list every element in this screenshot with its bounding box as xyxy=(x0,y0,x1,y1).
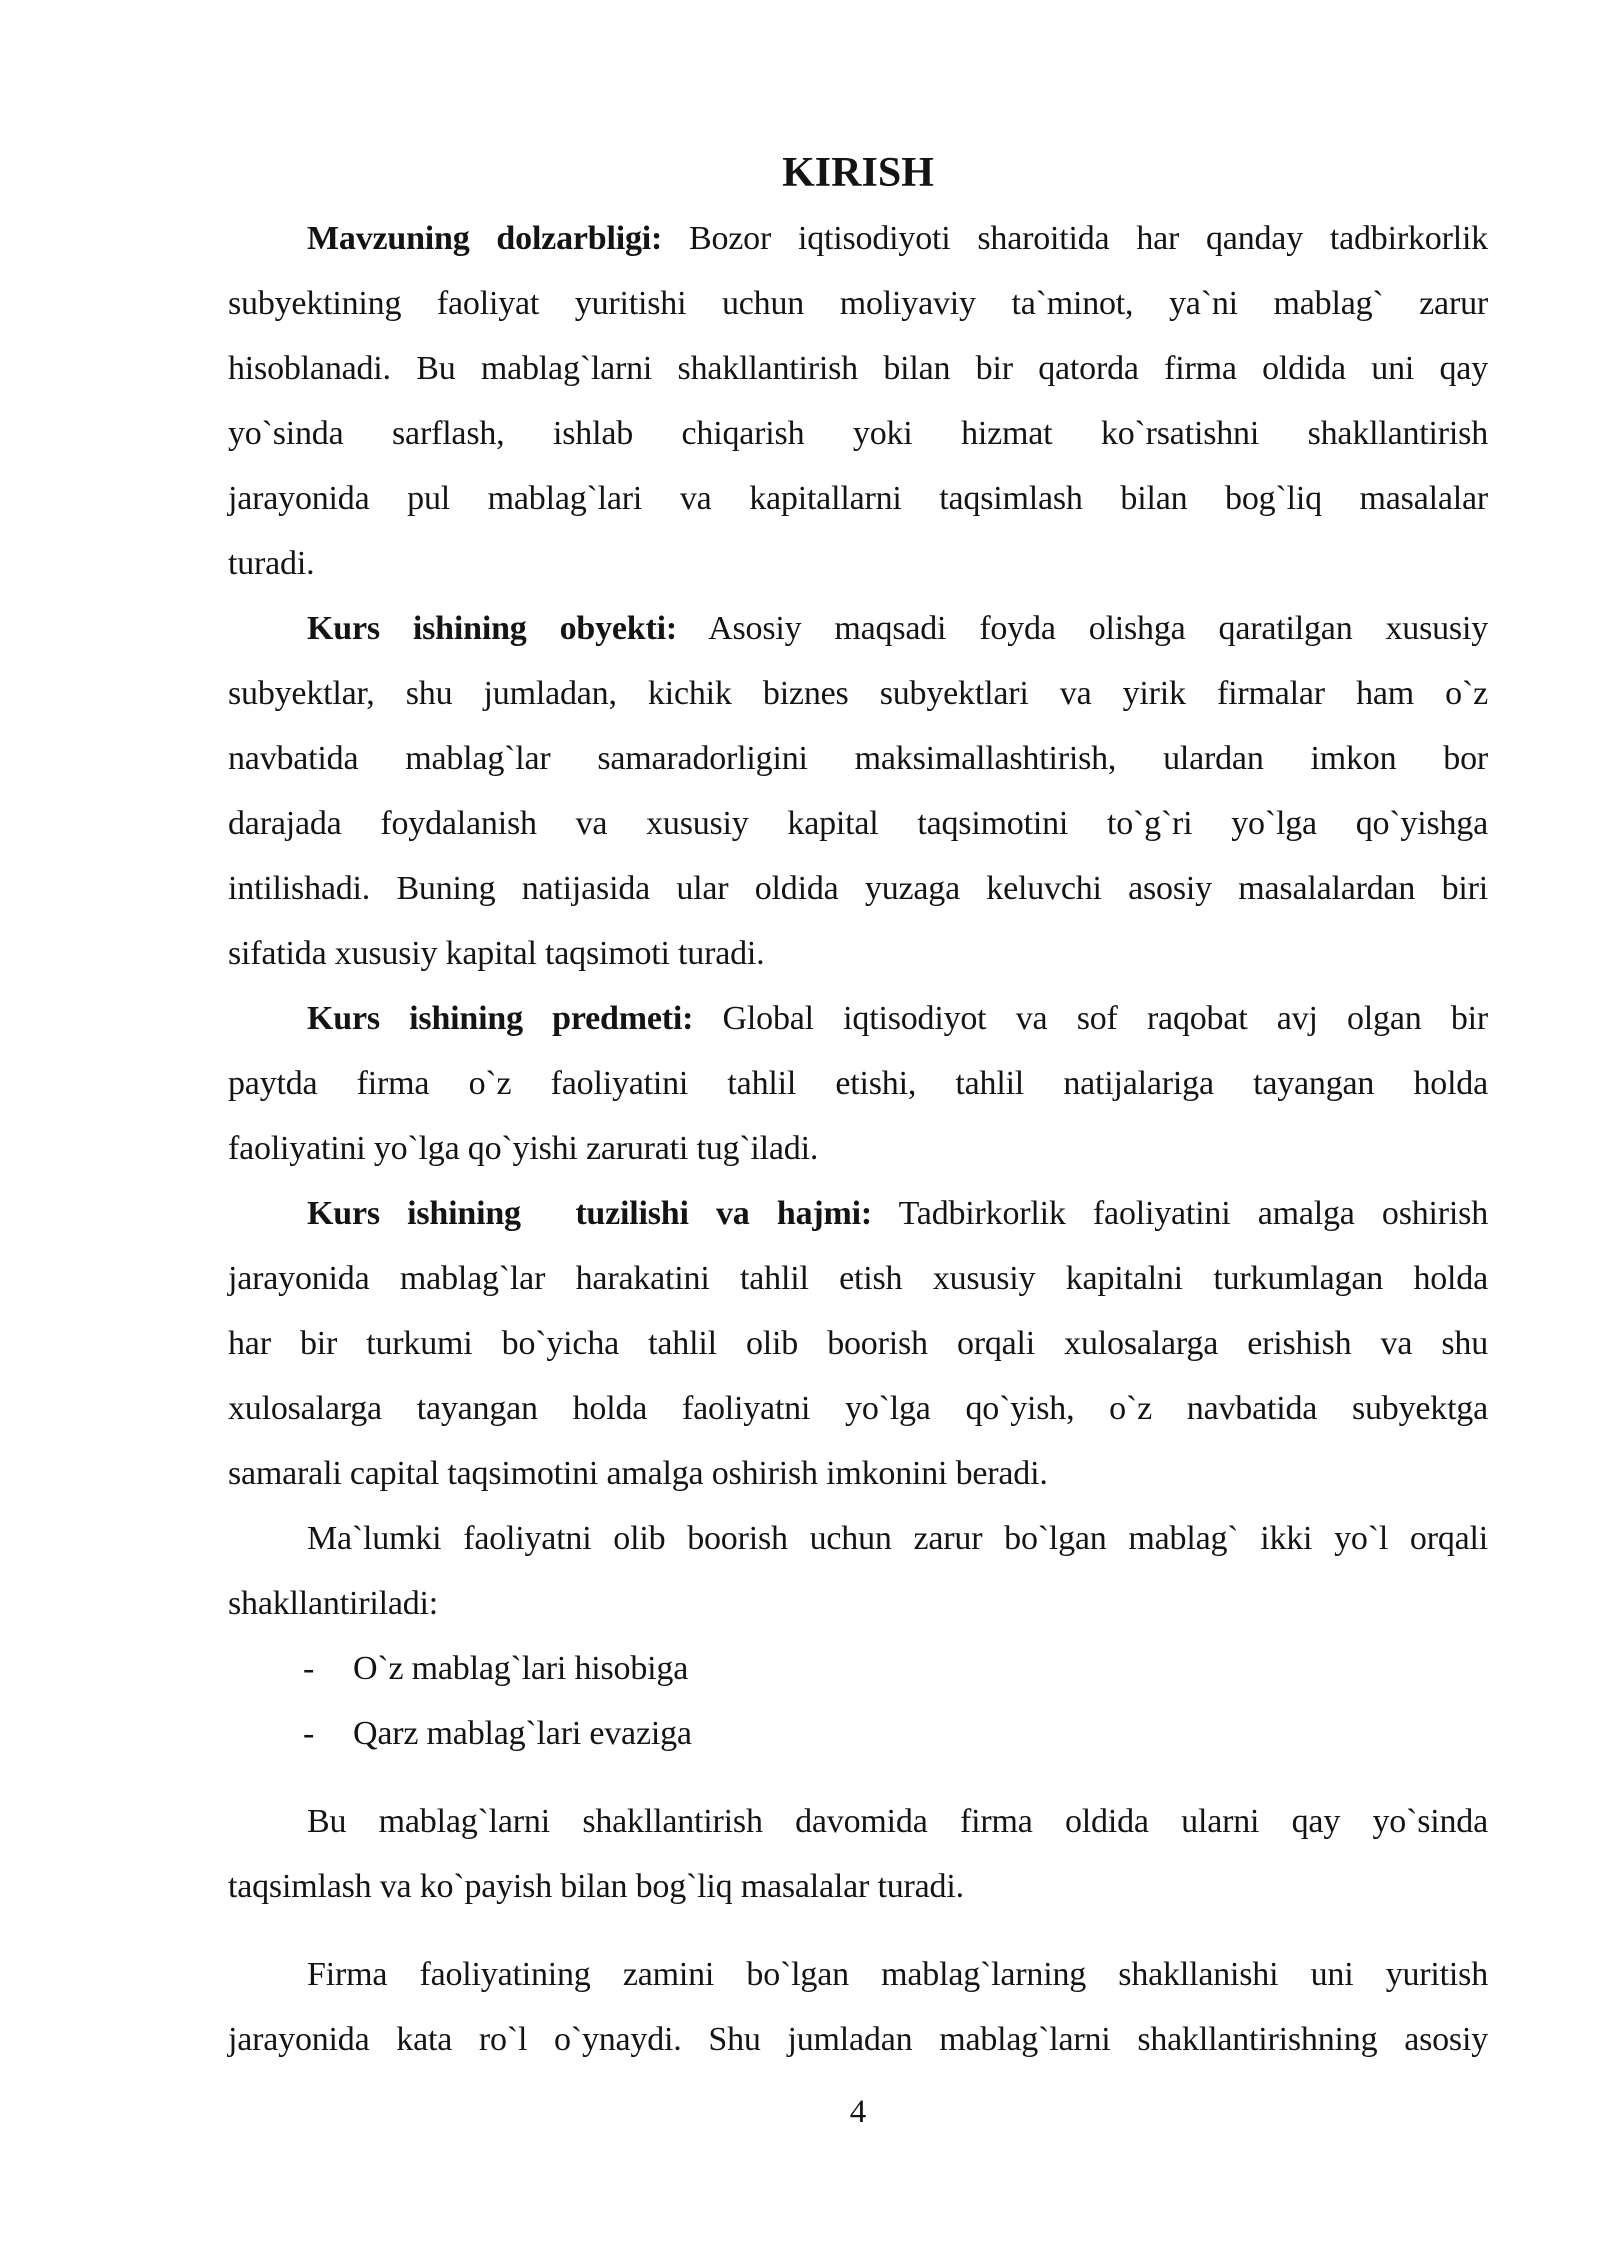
paragraph xyxy=(228,596,1488,986)
page-body xyxy=(228,206,1488,2072)
paragraph-line: sifatida xususiy kapital taqsimoti turadi. xyxy=(228,935,765,972)
paragraph-line: turadi. xyxy=(228,545,315,582)
paragraph-line: subyektlar, shu jumladan, kichik biznes subyektlari va yirik firmalar ham o`z xyxy=(228,675,1488,712)
paragraph-line: shakllantiriladi: xyxy=(228,1585,438,1622)
page-title: KIRISH xyxy=(782,150,934,196)
paragraph-line: intilishadi. Buning natijasida ular oldida yuzaga keluvchi asosiy masalalardan biri xyxy=(228,870,1488,907)
list-item xyxy=(228,1701,1488,1766)
paragraph-line: subyektining faoliyat yuritishi uchun moliyaviy ta`minot, ya`ni mablag` zarur xyxy=(228,285,1488,322)
paragraph-line: Bu mablag`larni shakllantirish davomida firma oldida ularni qay yo`sinda xyxy=(307,1803,1488,1840)
paragraph-line: har bir turkumi bo`yicha tahlil olib boorish orqali xulosalarga erishish va shu xyxy=(228,1325,1488,1362)
paragraph-line: jarayonida pul mablag`lari va kapitallarni taqsimlash bilan bog`liq masalalar xyxy=(228,480,1488,517)
list-item-text: Qarz mablag`lari evaziga xyxy=(353,1715,692,1752)
paragraph-line: faoliyatini yo`lga qo`yishi zarurati tug`iladi. xyxy=(228,1130,819,1167)
paragraph xyxy=(228,1506,1488,1636)
list-item-text: O`z mablag`lari hisobiga xyxy=(353,1650,689,1687)
paragraph xyxy=(228,206,1488,596)
paragraph-line: yo`sinda sarflash, ishlab chiqarish yoki hizmat ko`rsatishni shakllantirish xyxy=(228,415,1488,452)
list-item-marker: - xyxy=(303,1650,315,1687)
paragraph xyxy=(228,1181,1488,1506)
paragraph-line: xulosalarga tayangan holda faoliyatni yo`lga qo`yish, o`z navbatida subyektga xyxy=(228,1390,1488,1427)
paragraph-line: jarayonida kata ro`l o`ynaydi. Shu jumladan mablag`larni shakllantirishning asosiy xyxy=(228,2021,1488,2058)
paragraph-line: Firma faoliyatining zamini bo`lgan mablag`larning shakllanishi uni yuritish xyxy=(307,1956,1488,1993)
paragraph-line: taqsimlash va ko`payish bilan bog`liq masalalar turadi. xyxy=(228,1868,964,1905)
list-item-marker: - xyxy=(303,1715,315,1752)
paragraph-label: Kurs ishining predmeti: xyxy=(307,1000,694,1037)
paragraph-line: Mavzuning dolzarbligi: Bozor iqtisodiyoti sharoitida har qanday tadbirkorlik xyxy=(307,220,1488,257)
paragraph-line: samarali capital taqsimotini amalga oshirish imkonini beradi. xyxy=(228,1455,1048,1492)
list-item xyxy=(228,1636,1488,1701)
paragraph xyxy=(228,1942,1488,2072)
paragraph-line: Kurs ishining obyekti: Asosiy maqsadi foyda olishga qaratilgan xususiy xyxy=(307,610,1489,647)
paragraph xyxy=(228,1789,1488,1919)
paragraph-label: Kurs ishining obyekti: xyxy=(307,610,677,647)
paragraph-line: navbatida mablag`lar samaradorligini maksimallashtirish, ulardan imkon bor xyxy=(228,740,1488,777)
paragraph-line: paytda firma o`z faoliyatini tahlil etishi, tahlil natijalariga tayangan holda xyxy=(228,1065,1488,1102)
paragraph xyxy=(228,986,1488,1181)
paragraph-label: Kurs ishining tuzilishi va hajmi: xyxy=(307,1195,872,1232)
page-number: 4 xyxy=(849,2094,867,2130)
paragraph-line: hisoblanadi. Bu mablag`larni shakllantirish bilan bir qatorda firma oldida uni qay xyxy=(228,350,1488,387)
paragraph-line: Kurs ishining predmeti: Global iqtisodiyot va sof raqobat avj olgan bir xyxy=(307,1000,1489,1037)
paragraph-line: Ma`lumki faoliyatni olib boorish uchun zarur bo`lgan mablag` ikki yo`l orqali xyxy=(307,1520,1488,1557)
paragraph-label: Mavzuning dolzarbligi: xyxy=(307,220,663,257)
paragraph-line: jarayonida mablag`lar harakatini tahlil etish xususiy kapitalni turkumlagan holda xyxy=(228,1260,1488,1297)
paragraph-line: Kurs ishining tuzilishi va hajmi: Tadbirkorlik faoliyatini amalga oshirish xyxy=(307,1195,1489,1232)
paragraph-line: darajada foydalanish va xususiy kapital taqsimotini to`g`ri yo`lga qo`yishga xyxy=(228,805,1488,842)
